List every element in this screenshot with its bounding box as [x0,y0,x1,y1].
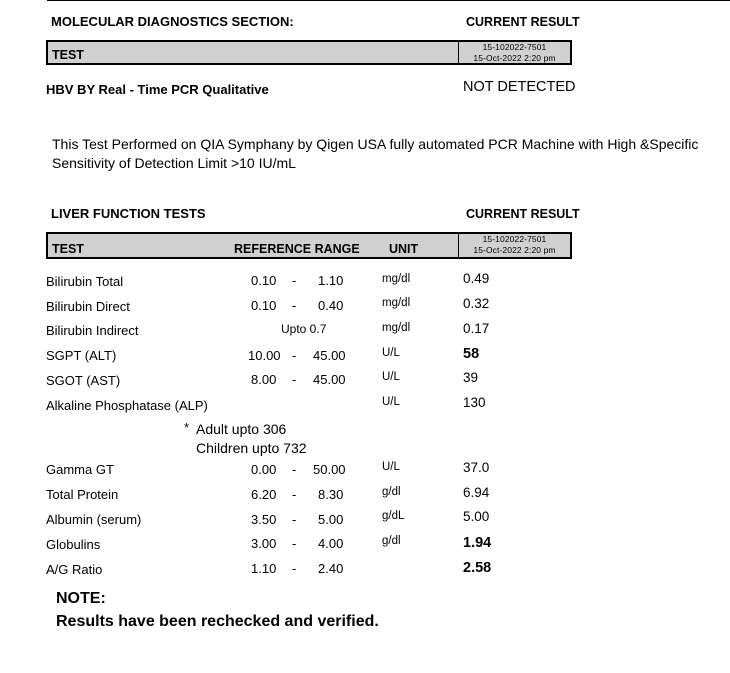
unit: U/L [382,371,400,383]
test-column-label: TEST [52,242,84,256]
stamp-id: 15-102022-7501 [482,234,547,244]
ref-dash: - [292,372,297,387]
molecular-table-header [46,40,572,65]
unit: U/L [382,461,400,473]
ref-low: 10.00 [248,348,281,363]
ref-low: 1.10 [251,561,277,576]
unit: mg/dl [382,273,411,285]
liver-current-result-label: CURRENT RESULT [466,207,580,221]
result-value-flagged: 2.58 [463,560,492,576]
ref-low: 0.10 [251,273,277,288]
stamp-datetime: 15-Oct-2022 2:20 pm [473,245,556,255]
test-name: Total Protein [46,487,119,502]
test-name: SGPT (ALT) [46,348,117,363]
unit: U/L [382,347,400,359]
stamp-datetime: 15-Oct-2022 2:20 pm [473,53,556,63]
ref-high: 45.00 [313,372,346,387]
ref-dash: - [292,273,297,288]
ref-high: 1.10 [318,273,344,288]
ref-high: 50.00 [313,462,346,477]
test-name: Bilirubin Total [46,274,124,289]
test-name: Bilirubin Indirect [46,323,139,338]
report-stamp [458,42,570,63]
ref-high: 45.00 [313,348,346,363]
ref-dash: - [292,487,297,502]
ref-low: 0.10 [251,298,277,313]
result-value: 6.94 [463,485,490,500]
result-value: 39 [463,370,479,385]
ref-dash: - [292,348,297,363]
test-name: Albumin (serum) [46,512,142,527]
ref-dash: - [292,298,297,313]
stamp-id: 15-102022-7501 [482,42,547,52]
result-value: 0.49 [463,271,490,286]
molecular-current-result-label: CURRENT RESULT [466,15,580,29]
note-title: NOTE: [56,590,106,607]
test-name: A/G Ratio [46,562,103,577]
ref-dash: - [292,536,297,551]
ref-low: 0.00 [251,462,277,477]
unit: g/dl [382,486,401,498]
unit: mg/dl [382,322,411,334]
result-value: 0.32 [463,296,490,311]
result-value-flagged: 1.94 [463,535,492,551]
molecular-section-title: MOLECULAR DIAGNOSTICS SECTION: [51,14,294,29]
result-value-flagged: 58 [463,346,480,362]
unit: mg/dl [382,297,411,309]
liver-table-header [46,232,572,259]
ref-high: 2.40 [318,561,344,576]
ref-dash: - [292,512,297,527]
alp-note-children: Children upto 732 [196,440,307,456]
ref-low: 8.00 [251,372,277,387]
unit: U/L [382,396,400,408]
unit: g/dL [382,510,405,522]
ref-low: 3.00 [251,536,277,551]
ref-text: Upto 0.7 [281,322,327,336]
liver-section-title: LIVER FUNCTION TESTS [51,206,206,221]
alp-note-star: * [184,420,190,435]
unit-column-label: UNIT [389,242,419,256]
test-name: Bilirubin Direct [46,299,130,314]
reference-range-column-label: REFERENCE RANGE [234,242,360,256]
test-name: Globulins [46,537,101,552]
method-note-line-2: Sensitivity of Detection Limit >10 IU/mL [52,155,296,171]
ref-high: 4.00 [318,536,344,551]
ref-low: 3.50 [251,512,277,527]
unit: g/dl [382,535,401,547]
hbv-test-name: HBV BY Real - Time PCR Qualitative [46,82,269,97]
alp-note-adult: Adult upto 306 [196,421,287,437]
ref-dash: - [292,561,297,576]
method-note-line-1: This Test Performed on QIA Symphany by Qigen USA fully automated PCR Machine with High &Specific [52,136,699,152]
ref-high: 0.40 [318,298,344,313]
test-name: SGOT (AST) [46,373,121,388]
result-value: 37.0 [463,460,490,475]
result-value: 0.17 [463,321,490,336]
ref-dash: - [292,462,297,477]
ref-high: 5.00 [318,512,344,527]
report-stamp [458,234,570,257]
test-column-label: TEST [52,48,84,62]
result-value: 5.00 [463,509,490,524]
ref-low: 6.20 [251,487,277,502]
test-name: Gamma GT [46,462,114,477]
test-name: Alkaline Phosphatase (ALP) [46,398,208,413]
top-rule [47,0,730,1]
ref-high: 8.30 [318,487,344,502]
hbv-test-result: NOT DETECTED [463,79,576,95]
result-value: 130 [463,395,486,410]
note-text: Results have been rechecked and verified. [56,613,379,630]
